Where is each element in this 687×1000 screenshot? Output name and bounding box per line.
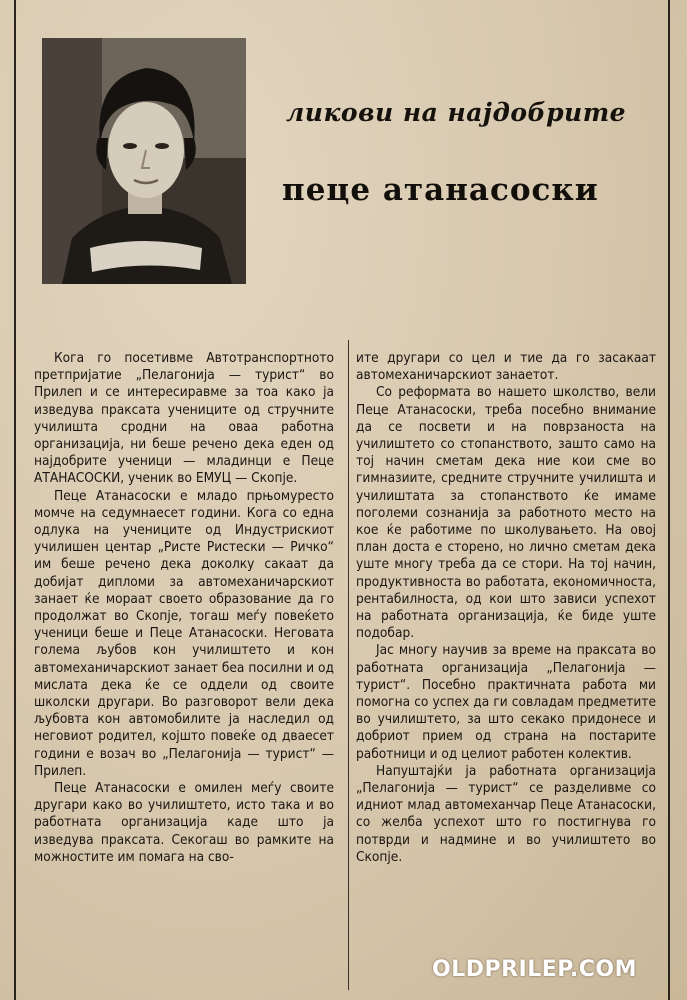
left-column-rule [14, 0, 16, 1000]
paragraph: Пеце Атанасоски е омилен меѓу своите другари како во училиштето, исто така и во работната организација каде што ја изведува праксата. Секогаш во рамките на можностите им помага на сво- [34, 780, 334, 865]
column-divider [348, 340, 349, 990]
paragraph: Кога го посетивме Автотранспортното претпријатие „Пелагонија — турист“ во Прилеп и се интересиравме за тоа како ја изведува праксата учениците од стручните училишта сродни на оваа работна организација, ни беше речено дека еден од најдобрите ученици — младинци е Пеце АТАНАСОСКИ, ученик во ЕМУЦ — Скопје. [34, 350, 334, 487]
paragraph: Напуштајќи ја работната организација „Пелагонија — турист“ се разделивме со идниот млад автомеханчар Пеце Атанасоски, со желба успехот што го постигнува го потврди и надмине и во училиштето во Скопје. [356, 762, 656, 865]
portrait-photo [42, 38, 246, 284]
paragraph: Пеце Атанасоски е младо прњомуресто момче на седумнаесет години. Кога со една одлука на учениците од Индустрискиот училишен центар „Ристе Ристески — Ричко“ им беше речено дека доколку сакаат да добијат дипломи за автомеханичарскиот занает ќе мораат своето образование да го продолжат во Скопје, тогаш меѓу повеќето ученици беше и Пеце Атанасоски. Неговата голема љубов кон училиштето и кон автомеханичарскиот занает беа посилни и од мислата дека ќе се оддели од своите школски другари. Во разговорот вели дека љубовта кон автомобилите ја наследил од неговиот родител, којшто повеќе од дваесет години е возач во „Пелагонија — турист“ — Прилеп. [34, 487, 334, 779]
paragraph: Со реформата во нашето школство, вели Пеце Атанасоски, треба посебно внимание да се посвети и на поврзаноста на училиштето со стопанството, зашто само на тој начин сметам дека ние кои сме во гимназиите, средните стручните училишта и училиштата за стопанството ќе имаме поголеми сознанија за работното место на кое ќе работиме по школувањето. На овој план доста е сторено, но лично сметам дека уште многу треба да се стори. На тој начин, продуктивноста во работата, економичноста, рентабилноста, од кои што зависи успехот на работната организација, ќе биде уште подобар. [356, 384, 656, 642]
article-column-right [356, 350, 656, 866]
article-column-left [34, 350, 334, 866]
paragraph: ите другари со цел и тие да го засакаат автомеханичарскиот занаетот. [356, 350, 656, 384]
right-column-rule [668, 0, 670, 1000]
article-headline: пеце атанасоски [282, 172, 599, 208]
paragraph: Јас многу научив за време на праксата во работната организација „Пелагонија — турист“. Посебно практичната работа ми помогна со успех да ги совладам предметите во училиштето, за што секако придонесе и добриот прием од страна на постарите работници и од целиот работен колектив. [356, 642, 656, 762]
article-kicker: ликови на најдобрите [286, 98, 627, 127]
site-watermark: OLDPRILEP.COM [432, 957, 637, 982]
